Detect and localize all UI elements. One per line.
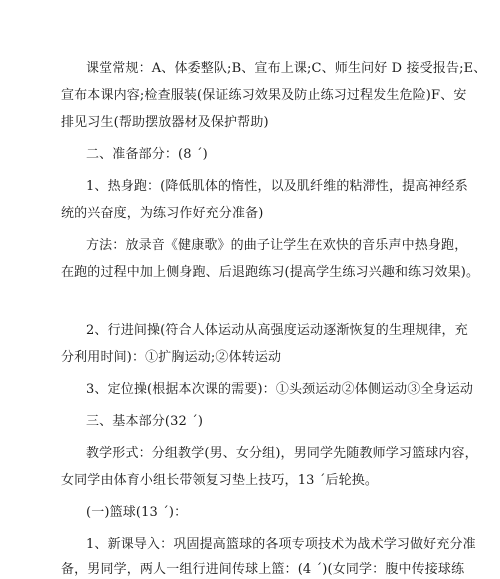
section-heading-prep: 二、准备部分：(8 ˊ) xyxy=(86,147,208,162)
text-line-march-2: 分利用时间)：①扩胸运动;②体转运动 xyxy=(61,350,282,365)
text-line-teaching-2: 女同学由体育小组长带领复习垫上技巧，13 ˊ后轮换。 xyxy=(61,473,379,488)
text-line-fixed-drill: 3、定位操(根据本次课的需要)：①头颈运动②体侧运动③全身运动 xyxy=(86,382,474,397)
section-heading-basic: 三、基本部分(32 ˊ) xyxy=(86,414,204,429)
text-line-method-2: 在跑的过程中加上侧身跑、后退跑练习(提高学生练习兴趣和练习效果)。 xyxy=(61,265,480,280)
subsection-heading-basketball: (一)篮球(13 ˊ)： xyxy=(86,505,188,520)
text-line-method-1: 方法：放录音《健康歌》的曲子让学生在欢快的音乐声中热身跑， xyxy=(86,238,468,253)
text-line-routine-1: 课堂常规：A、体委整队;B、宣布上课;C、师生问好 D 接受报告;E、 xyxy=(86,61,487,76)
text-line-routine-3: 排见习生(帮助摆放器材及保护帮助) xyxy=(61,115,269,130)
text-line-intro-2: 备，男同学，两人一组行进间传球上篮：(4 ˊ)(女同学：腹中传接球练 xyxy=(61,562,465,577)
text-line-routine-2: 宣布本课内容;检查服装(保证练习效果及防止练习过程发生危险)F、安 xyxy=(61,88,467,103)
text-line-march-1: 2、行进间操(符合人体运动从高强度运动逐渐恢复的生理规律，充 xyxy=(86,323,468,338)
text-line-intro-1: 1、新课导入：巩固提高篮球的各项专项技术为战术学习做好充分准 xyxy=(86,537,476,552)
text-line-warmup-2: 统的兴奋度，为练习作好充分准备) xyxy=(61,206,264,221)
text-line-warmup-1: 1、热身跑：(降低肌体的惰性，以及肌纤维的粘滞性，提高神经系 xyxy=(86,179,468,194)
text-line-teaching-1: 教学形式：分组教学(男、女分组)，男同学先随教师学习篮球内容， xyxy=(86,446,478,461)
